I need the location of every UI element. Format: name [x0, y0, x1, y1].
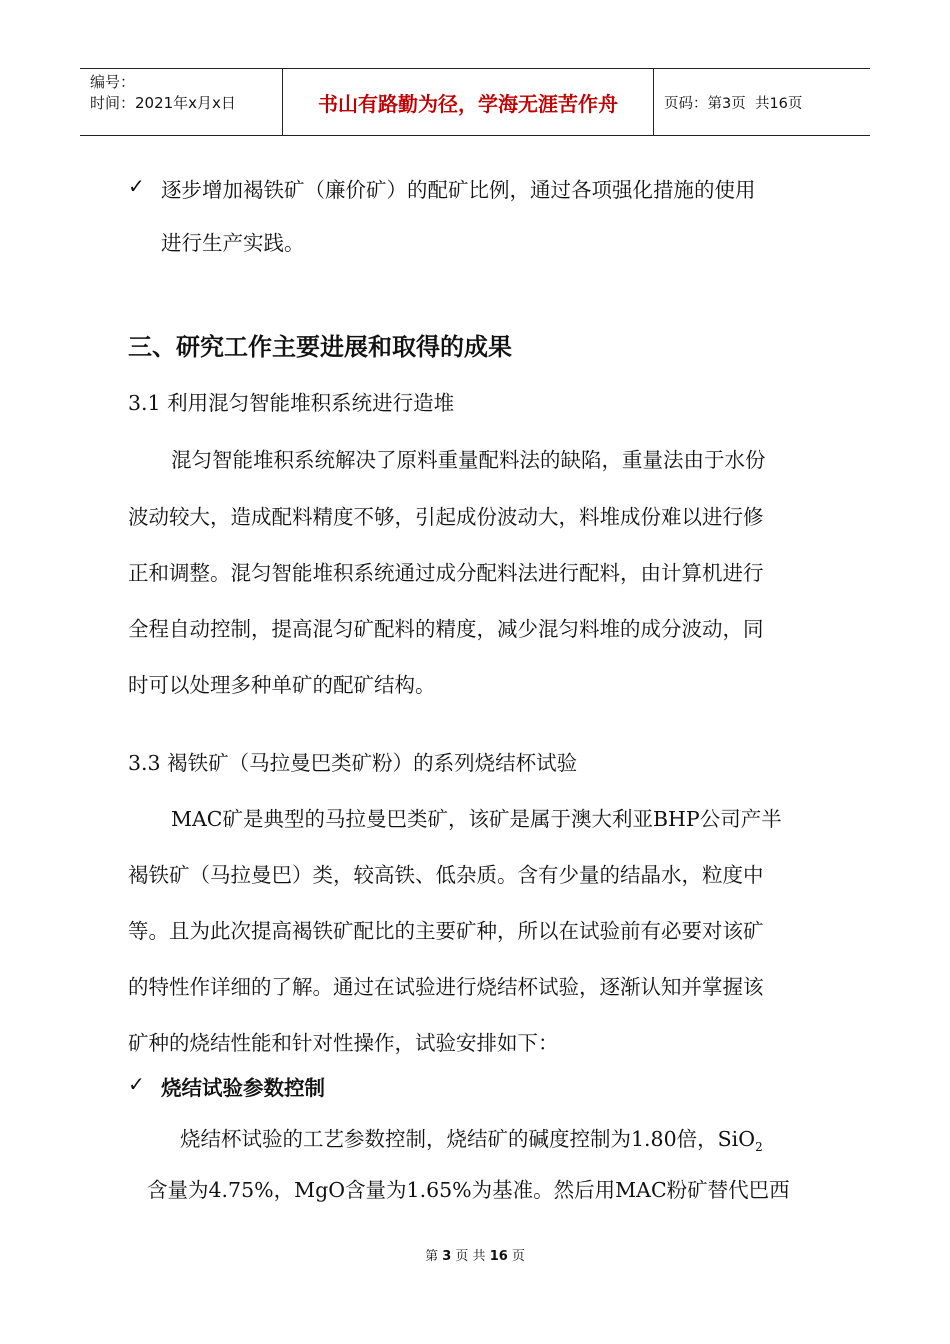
page-header [80, 68, 870, 136]
s31-line: 波动较大，造成配料精度不够，引起成份波动大，料堆成份难以进行修 [128, 505, 764, 529]
bullet1-line2: 进行生产实践。 [161, 231, 305, 255]
bullet1-line1: 逐步增加褐铁矿（廉价矿）的配矿比例，通过各项强化措施的使用 [161, 178, 756, 202]
s33-line: MAC矿是典型的马拉曼巴类矿，该矿是属于澳大利亚BHP公司产半 [171, 807, 782, 831]
date-label: 时间：2021年x月x日 [90, 94, 236, 112]
number-label: 编号： [90, 73, 136, 91]
s33-line: 矿种的烧结性能和针对性操作，试验安排如下： [128, 1031, 559, 1055]
s33-line: 等。且为此次提高褐铁矿配比的主要矿种，所以在试验前有必要对该矿 [128, 919, 764, 943]
s31-line: 混匀智能堆积系统解决了原料重量配料法的缺陷，重量法由于水份 [171, 448, 766, 472]
footer-page-number: 3 [442, 1249, 452, 1264]
checkmark-icon: ✓ [128, 1072, 145, 1096]
footer-suffix: 页 [511, 1249, 525, 1264]
s31-line: 正和调整。混匀智能堆积系统通过成分配料法进行配料，由计算机进行 [128, 561, 764, 585]
page-footer [0, 1245, 950, 1264]
subsection-3-1-heading: 3.1 利用混匀智能堆积系统进行造堆 [128, 391, 455, 415]
param-line1 [180, 1122, 763, 1154]
footer-total-pages: 16 [489, 1249, 508, 1264]
footer-mid: 页 共 [455, 1249, 486, 1264]
s33-line: 的特性作详细的了解。通过在试验进行烧结杯试验，逐渐认知并掌握该 [128, 975, 764, 999]
footer-prefix: 第 [425, 1249, 439, 1264]
section-title: 三、研究工作主要进展和取得的成果 [128, 333, 512, 361]
bullet2-title: 烧结试验参数控制 [161, 1076, 325, 1100]
param-line1-sub: 2 [755, 1140, 763, 1155]
s31-line: 全程自动控制，提高混匀矿配料的精度，减少混匀料堆的成分波动，同 [128, 617, 764, 641]
s33-line: 褐铁矿（马拉曼巴）类，较高铁、低杂质。含有少量的结晶水，粒度中 [128, 863, 764, 887]
s31-line: 时可以处理多种单矿的配矿结构。 [128, 673, 436, 697]
subsection-3-3-heading: 3.3 褐铁矿（马拉曼巴类矿粉）的系列烧结杯试验 [128, 751, 578, 775]
checkmark-icon: ✓ [128, 174, 145, 198]
param-line2: 含量为4.75%，MgO含量为1.65%为基准。然后用MAC粉矿替代巴西 [147, 1178, 790, 1202]
param-line1-text: 烧结杯试验的工艺参数控制，烧结矿的碱度控制为1.80倍，SiO [180, 1127, 756, 1151]
header-page-info: 页码：第3页 共16页 [664, 95, 803, 112]
header-left-cell [80, 69, 282, 135]
header-motto: 书山有路勤为径，学海无涯苦作舟 [282, 69, 654, 135]
